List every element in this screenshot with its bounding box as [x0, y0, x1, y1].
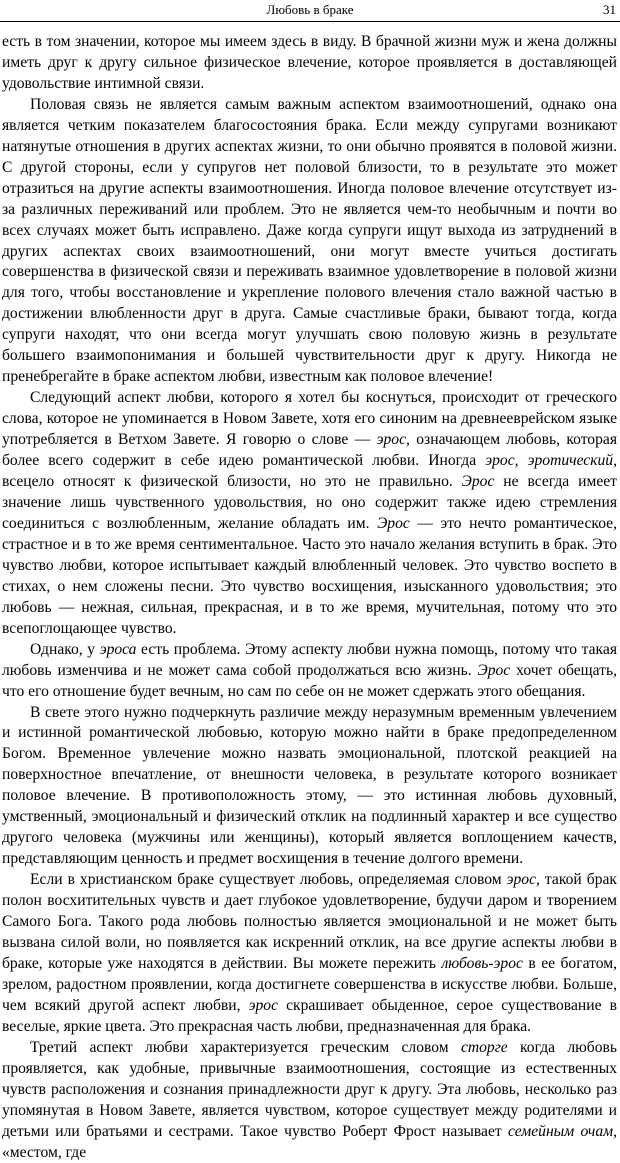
italic-term: эрос [248, 996, 279, 1014]
text-run: В свете этого нужно подчеркнуть различие между неразумным временным увлечением и истинной романтической любовью, которую можно найти в браке предопределенном Богом. Временное увлечение можно назвать эмоциональной, плотской реакцией на поверхностное впечатление, от внешности человека, в результате которого возникает половое влечение. В противоположность этому, — это истинная любовь духовный, умственный, эмоциональный и физический отклик на подлинный характер и все существо другого человека (мужчины или женщины), который является воплощением качеств, представляющим ценность и предмет восхищения в течение долгого времени. [2, 703, 617, 868]
text-run: не всегда имеет значение лишь чувственного удовольствия, но оно содержит также идею стремления соединиться с возлюбленным, желание обладать им. [2, 473, 617, 532]
text-run: Следующий аспект любви, которого я хотел бы коснуться, происходит от греческого слова, которое не упоминается в Новом Завете, хотя его синоним на древнееврейском языке употребляется в Ветхом Завете. Я говорю о слове — [2, 389, 617, 449]
paragraph [2, 95, 617, 388]
paragraph [2, 1038, 617, 1163]
italic-term: эрос, [506, 871, 540, 889]
text-run: Третий аспект любви характеризуется греческим словом [30, 1038, 461, 1056]
paragraph [2, 640, 617, 703]
paragraph [2, 870, 617, 1038]
page-number: 31 [603, 2, 616, 17]
text-run: есть проблема. Этому аспекту любви нужна помощь, потому что такая любовь изменчива и не может сама собой продолжаться всю жизнь. [2, 640, 617, 679]
italic-term: эрос, [376, 431, 410, 449]
italic-term: эрос, эротический, [485, 452, 617, 470]
text-run: скрашивает обыденное, серое существование в веселые, яркие цвета. Это прекрасная часть любви, предназначенная для брака. [2, 996, 617, 1035]
text-run: Если в христианском браке существует любовь, определяемая словом [30, 871, 507, 889]
italic-term: Эрос [461, 473, 495, 491]
text-run: такой брак полон восхитительных чувств и дает глубокое удовлетворение, будучи даром и творением Самого Бога. Такого рода любовь полностью является эмоциональной и не может быть вызвана силой воли, но появляется как искренний отклик, на все другие аспекты любви в браке, которые уже находятся в действии. Вы можете пережить [2, 871, 617, 972]
italic-term: эроса [99, 640, 137, 658]
italic-term: любовь-эрос [441, 954, 523, 972]
running-title: Любовь в браке [266, 2, 354, 17]
paragraph [2, 703, 617, 871]
italic-term: семейным очам, [508, 1122, 617, 1140]
text-run: означающем любовь, которая более всего содержит в себе идею романтической любви. Иногда [2, 431, 617, 470]
paragraph [2, 388, 617, 639]
italic-term: сторге [460, 1038, 508, 1056]
paragraph [2, 32, 617, 95]
text-run: когда любовь проявляется, как удобные, привычные взаимоотношения, состоящие из естественных чувств расположения и сознания принадлежности друг к другу. Эта любовь, несколько раз упомянутая в Новом Завете, является чувством, которое существует между родителями и детьми или братьями и сестрами. Такое чувство Роберт Фрост называет [2, 1038, 617, 1140]
body-text [2, 32, 617, 1163]
text-run: всецело относят к физической близости, но это не правильно. [2, 473, 462, 491]
text-run: есть в том значении, которое мы имеем здесь в виду. В брачной жизни муж и жена должны иметь друг к другу сильное физическое влечение, которое проявляется в доставляющей удовольствие интимной связи. [2, 33, 617, 92]
text-run: Половая связь не является самым важным аспектом взаимоотношений, однако она является четким показателем благосостояния брака. Если между супругами возникают натянутые отношения в других аспектах жизни, то они обычно проявятся в половой жизни. С другой стороны, если у супругов нет половой близости, то в результате это может отразиться на другие аспекты взаимоотношения. Иногда половое влечение отсутствует из-за различных переживаний или проблем. Это не является чем-то необычным и почти во всех случаях может быть исправлено. Даже когда супруги ищут выхода из затруднений в других аспектах своих взаимоотношений, они могут вместе учиться достигать совершенства в физической связи и переживать взаимное удовлетворение в половой жизни для того, чтобы восстановление и укрепление полового влечения стало важной частью в достижении влюбленности друг в друга. Самые счастливые браки, бывают тогда, когда супруги находят, что они всегда могут улучшать свою половую жизнь в результате большего взаимопонимания и большей чувствительности друг к другу. Никогда не пренебрегайте в браке аспектом любви, известным как половое влечение! [2, 95, 617, 386]
running-header [0, 2, 620, 20]
text-run: — это нечто романтическое, страстное и в то же время сентиментальное. Часто это начало желания вступить в брак. Это чувство любви, которое испытывает каждый влюбленный человек. Это чувство воспето в стихах, о нем сложены песни. Это чувство восхищения, изысканного удовольствия; это любовь — нежная, сильная, прекрасная, и в то же время, мучительная, потому что это всепоглощающее чувство. [2, 514, 618, 637]
header-rule [0, 21, 620, 22]
italic-term: Эрос [377, 514, 410, 532]
italic-term: Эрос [477, 661, 511, 679]
text-run: в ее богатом, зрелом, радостном проявлении, когда достигнете совершенства в искусстве любви. Больше, чем всякий другой аспект любви, [2, 954, 618, 1014]
text-run: Однако, у [30, 640, 100, 658]
text-run: хочет обещать, что его отношение будет вечным, но сам по себе он не может сдержать этого обещания. [2, 661, 617, 700]
text-run: «местом, где [2, 1143, 87, 1161]
